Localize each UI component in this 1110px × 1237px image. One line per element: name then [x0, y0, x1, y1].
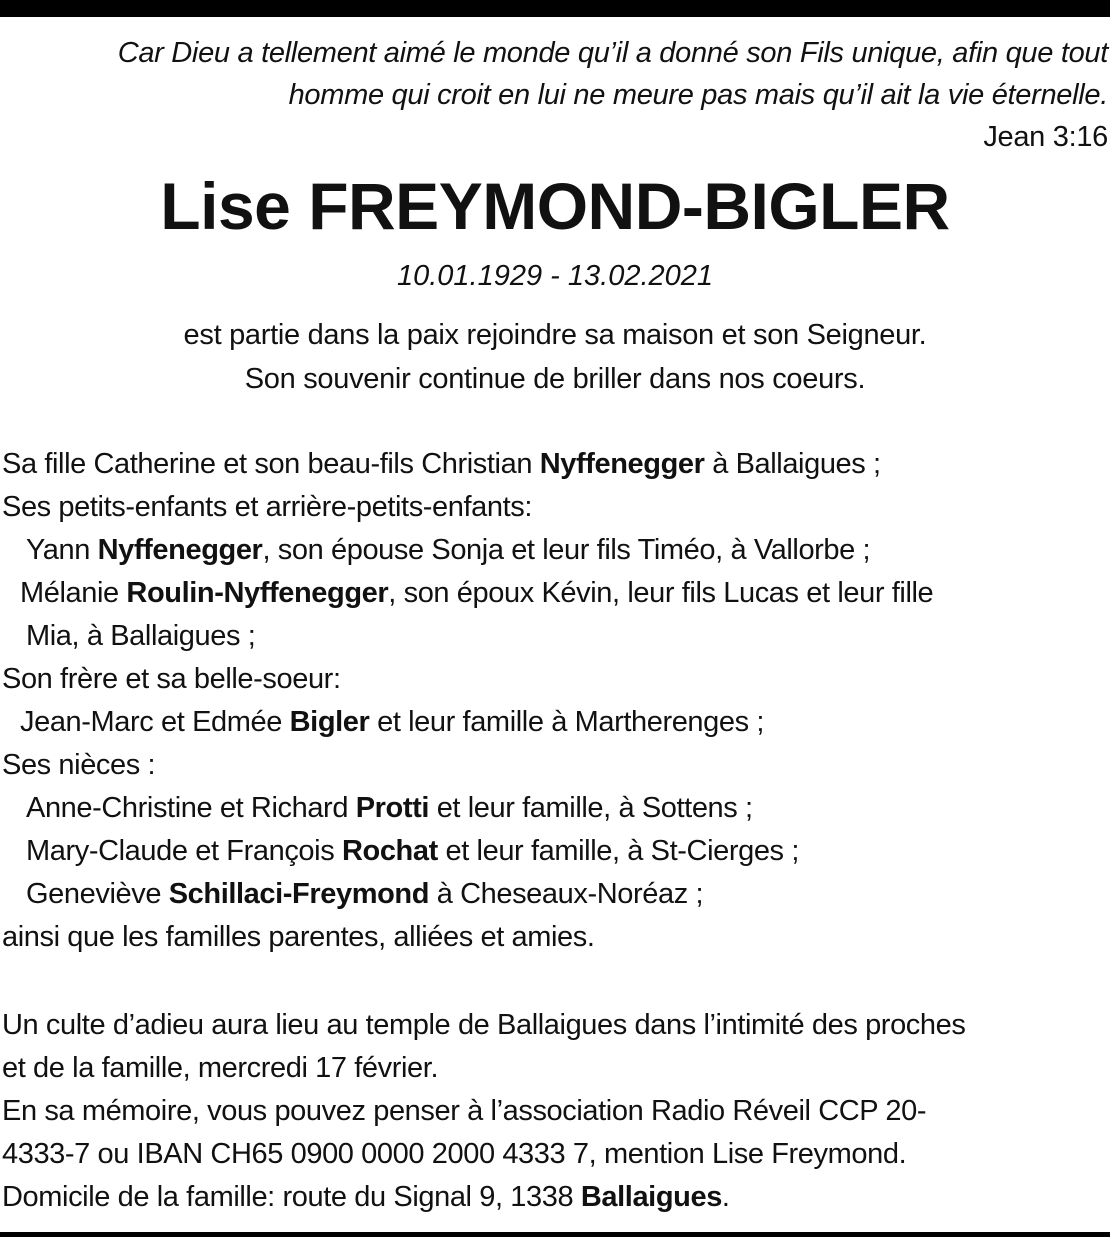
family-niece-2	[2, 830, 1108, 873]
family-niece-3	[2, 873, 1108, 916]
family-list	[2, 443, 1108, 959]
grandchild-1-surname: Nyffenegger	[97, 534, 263, 566]
brother-surname: Bigler	[289, 706, 370, 738]
verse-reference: Jean 3:16	[983, 121, 1108, 153]
address-text: Domicile de la famille: route du Signal 9, 1338	[2, 1181, 581, 1213]
grandchild-2-name: Mélanie	[20, 577, 127, 609]
bible-verse	[8, 32, 1108, 158]
niece-2-name: Mary-Claude et François	[26, 835, 342, 867]
niece-1-details: et leur famille, à Sottens ;	[429, 792, 753, 824]
nieces-heading: Ses nièces :	[2, 749, 156, 781]
family-address	[2, 1176, 1108, 1219]
intro-line-2: Son souvenir continue de briller dans nos coeurs.	[244, 363, 866, 395]
niece-3-details: à Cheseaux-Noréaz ;	[429, 878, 704, 910]
top-rule	[0, 0, 1110, 17]
niece-2-details: et leur famille, à St-Cierges ;	[437, 835, 799, 867]
grandchild-1-name: Yann	[26, 534, 98, 566]
grandchildren-heading: Ses petits-enfants et arrière-petits-enfants:	[2, 491, 533, 523]
address-town: Ballaigues	[580, 1181, 722, 1213]
address-end: .	[721, 1181, 730, 1213]
family-grandchild-2	[2, 572, 1108, 615]
daughter-place: à Ballaigues ;	[704, 448, 881, 480]
brother-heading: Son frère et sa belle-soeur:	[2, 663, 341, 695]
donation-line-2: 4333-7 ou IBAN CH65 0900 0000 2000 4333 7, mention Lise Freymond.	[2, 1138, 907, 1170]
niece-2-surname: Rochat	[341, 835, 438, 867]
verse-line-1: Car Dieu a tellement aimé le monde qu’il a donné son Fils unique, afin que tout	[117, 37, 1108, 69]
verse-line-2: homme qui croit en lui ne meure pas mais qu’il ait la vie éternelle.	[288, 79, 1108, 111]
daughter-surname: Nyffenegger	[539, 448, 705, 480]
niece-1-name: Anne-Christine et Richard	[26, 792, 356, 824]
family-brother	[2, 701, 1108, 744]
service-line-2: et de la famille, mercredi 17 février.	[2, 1052, 439, 1084]
family-closing: ainsi que les familles parentes, alliées et amies.	[2, 921, 595, 953]
family-grandchild-1	[2, 529, 1108, 572]
family-niece-1	[2, 787, 1108, 830]
grandchild-2-details: , son époux Kévin, leur fils Lucas et leur fille	[388, 577, 934, 609]
intro-text	[0, 313, 1110, 401]
deceased-name: Lise FREYMOND-BIGLER	[160, 169, 950, 243]
brother-name: Jean-Marc et Edmée	[20, 706, 290, 738]
brother-details: et leur famille à Martherenges ;	[369, 706, 765, 738]
niece-3-name: Geneviève	[26, 878, 169, 910]
donation-line-1: En sa mémoire, vous pouvez penser à l’association Radio Réveil CCP 20-	[2, 1095, 927, 1127]
life-dates: 10.01.1929 - 13.02.2021	[396, 260, 714, 292]
grandchild-2-continuation: Mia, à Ballaigues ;	[26, 620, 256, 652]
service-info	[2, 1004, 1108, 1219]
family-daughter	[2, 443, 1108, 486]
daughter-text: Sa fille Catherine et son beau-fils Christian	[2, 448, 540, 480]
intro-line-1: est partie dans la paix rejoindre sa maison et son Seigneur.	[183, 319, 927, 351]
service-line-1: Un culte d’adieu aura lieu au temple de Ballaigues dans l’intimité des proches	[2, 1009, 966, 1041]
grandchild-2-surname: Roulin-Nyffenegger	[126, 577, 389, 609]
niece-1-surname: Protti	[355, 792, 430, 824]
niece-3-surname: Schillaci-Freymond	[168, 878, 430, 910]
grandchild-1-details: , son épouse Sonja et leur fils Timéo, à Vallorbe ;	[262, 534, 871, 566]
bottom-rule	[0, 1232, 1110, 1237]
